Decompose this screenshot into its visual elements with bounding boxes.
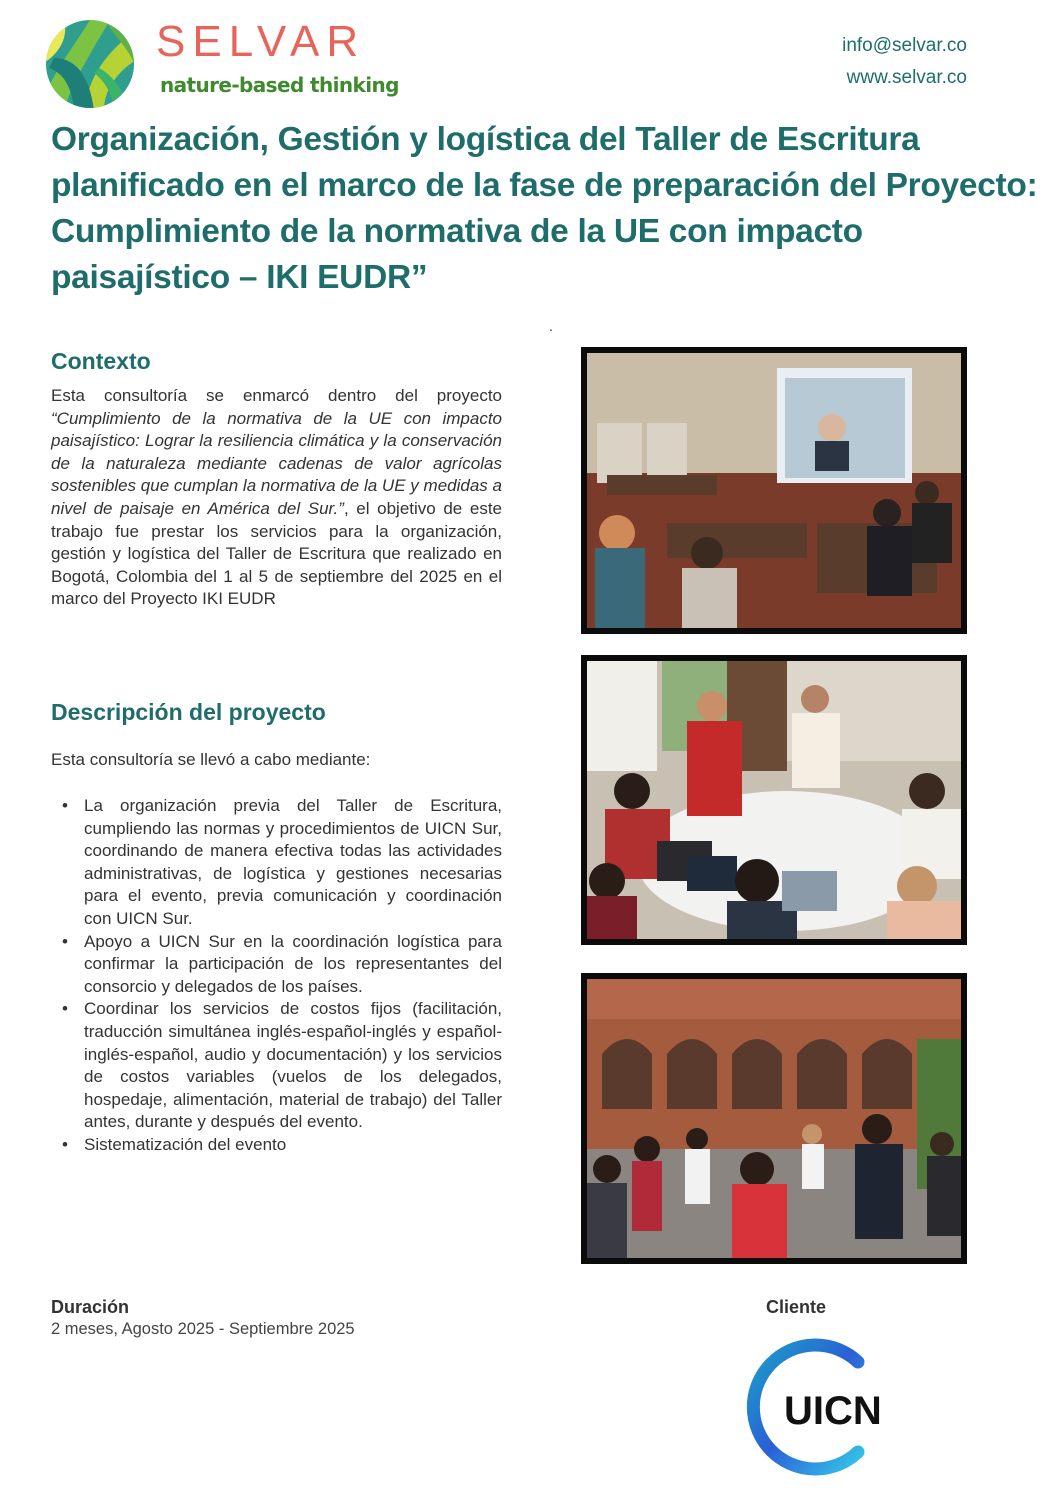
list-item <box>60 998 502 1134</box>
list-item <box>60 931 502 999</box>
duration-value: 2 meses, Agosto 2025 - Septiembre 2025 <box>51 1320 355 1338</box>
client-logo-text: UICN <box>784 1389 882 1433</box>
list-item-text: Apoyo a UICN Sur en la coordinación logística para confirmar la participación de los representantes del consorcio y delegados de los países. <box>84 931 502 996</box>
duration-label: Duración <box>51 1297 130 1317</box>
brand-tagline: nature-based thinking <box>160 73 399 97</box>
uicn-logo-icon <box>740 1336 890 1478</box>
bullet-icon: • <box>62 999 68 1019</box>
description-heading: Descripción del proyecto <box>51 699 326 725</box>
separator-dot: . <box>549 318 553 334</box>
context-heading: Contexto <box>51 348 151 374</box>
workshop-meeting-room-photo <box>581 347 967 634</box>
contact-block <box>842 30 967 94</box>
workshop-group-work-photo <box>581 655 967 945</box>
list-item-text: Coordinar los servicios de costos fijos (facilitación, traducción simultánea inglés-español-inglés y español-inglés-español, audio y documentación) y los servicios de costos variables (vuelos de los delegados, hospedaje, alimentación, material de trabajo) del Taller antes, durante y después del evento. <box>84 999 502 1132</box>
context-intro: Esta consultoría se enmarcó dentro del proyecto <box>51 386 502 405</box>
bullet-icon: • <box>62 796 68 815</box>
client-label: Cliente <box>766 1297 827 1317</box>
workshop-courtyard-photo <box>581 973 967 1264</box>
selvar-leaf-logo-icon <box>44 18 136 110</box>
list-item <box>60 1134 502 1157</box>
contact-email[interactable]: info@selvar.co <box>842 35 967 56</box>
description-intro: Esta consultoría se llevó a cabo mediante: <box>51 750 371 769</box>
list-item-text: La organización previa del Taller de Escritura, cumpliendo las normas y procedimientos de UICN Sur, coordinando de manera efectiva todas las actividades administrativas, de logística y gestiones necesarias para el evento, previa comunicación y coordinación con UICN Sur. <box>84 796 502 928</box>
context-rest: , el objetivo de este trabajo fue prestar los servicios para la organización, gestión y logística del Taller de Escritura que realizado en Bogotá, Colombia del 1 al 5 de septiembre del 2025 en el marco del Proyecto IKI EUDR <box>51 498 502 609</box>
context-project-name: “Cumplimiento de la normativa de la UE con impacto paisajístico: Lograr la resiliencia climática y la conservación de la naturaleza mediante cadenas de valor agrícolas sostenibles que cumplan la normativa de la UE y medidas a nivel de paisaje en América del Sur.” <box>51 408 502 518</box>
list-item-text: Sistematización del evento <box>84 1134 287 1154</box>
context-paragraph <box>51 385 502 611</box>
contact-website[interactable]: www.selvar.co <box>846 67 967 88</box>
list-item <box>60 795 502 931</box>
brand-name: SELVAR <box>156 17 366 66</box>
bullet-icon: • <box>62 1134 68 1154</box>
bullet-icon: • <box>62 931 68 951</box>
page-title: Organización, Gestión y logística del Taller de Escritura planificado en el marco de la fase de preparación del Proyecto: Cumplimiento de la normativa de la UE con impacto paisajístico – IKI EUDR” <box>51 121 1038 296</box>
description-list <box>60 795 502 1157</box>
